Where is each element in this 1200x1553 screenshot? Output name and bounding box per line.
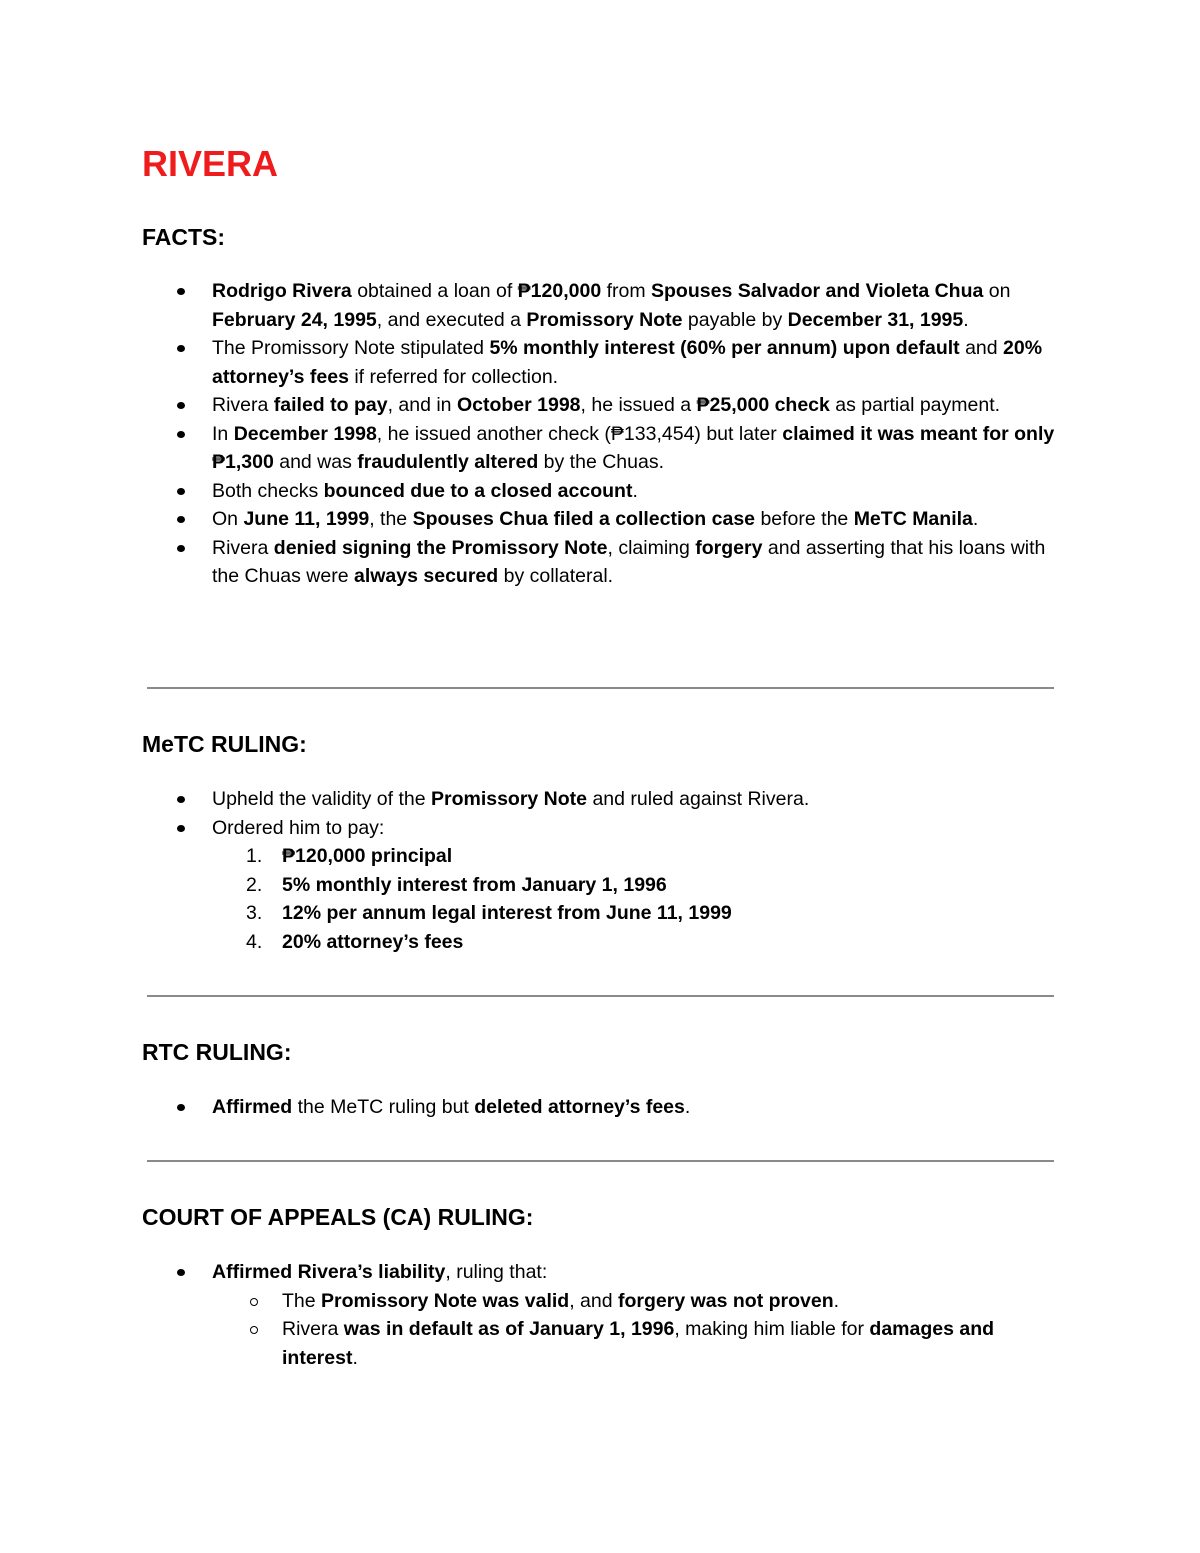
text-run: , and executed a — [376, 308, 527, 331]
bold-text-run: damages and interest — [282, 1318, 995, 1369]
metc-heading: MeTC RULING: — [142, 731, 307, 757]
text-run: , ruling that: — [445, 1261, 548, 1283]
bold-text-run: Promissory Note was valid — [321, 1289, 570, 1312]
list-item — [142, 814, 1062, 957]
facts-heading: FACTS: — [142, 224, 226, 250]
text-run: . — [352, 1346, 358, 1369]
list-item-text — [212, 423, 1054, 474]
text-run: obtained a loan of — [351, 280, 518, 302]
bullet-icon — [177, 825, 185, 832]
facts-list — [142, 277, 1062, 591]
bold-text-run: MeTC Manila — [853, 508, 973, 530]
text-run: . — [833, 1289, 840, 1312]
text-run: Upheld the validity of the — [212, 788, 431, 810]
bold-text-run: 5% monthly interest (60% per annum) upon default — [489, 337, 960, 359]
list-item-text — [212, 788, 809, 810]
rtc-list — [142, 1093, 1062, 1122]
item-number: 4. — [246, 930, 263, 953]
bold-text-run: October 1998 — [456, 394, 581, 416]
text-run: and ruled against Rivera. — [587, 788, 810, 810]
text-run: Both checks — [212, 479, 324, 502]
bold-text-run: Spouses Chua filed a collection case — [412, 508, 756, 530]
bold-text-run: ₱25,000 check — [696, 394, 830, 416]
list-item-text — [212, 537, 1045, 588]
text-run: , and — [569, 1289, 619, 1312]
text-run: Ordered him to pay: — [212, 816, 385, 839]
list-item — [142, 420, 1062, 477]
payment-orders-list — [212, 842, 1062, 956]
bold-text-run: December 1998 — [233, 422, 377, 445]
list-item-text — [212, 1096, 690, 1118]
bold-text-run: forgery — [695, 536, 763, 559]
payment-order-item — [142, 899, 1062, 928]
bold-text-run: forgery was not proven — [618, 1289, 834, 1312]
text-run: before the — [755, 508, 854, 530]
bold-text-run: failed to pay — [273, 394, 388, 416]
bold-text-run: denied signing the Promissory Note — [273, 536, 608, 559]
sub-list-item — [142, 1287, 1062, 1316]
text-run: , he issued another check (₱133,454) but later — [376, 422, 783, 445]
text-run: , the — [369, 508, 413, 530]
section-divider — [147, 687, 1054, 689]
text-run: Rivera — [282, 1318, 344, 1340]
bold-text-run: June 11, 1999 — [243, 508, 370, 530]
list-item — [142, 1093, 1062, 1122]
bullet-icon — [177, 1104, 185, 1111]
payment-order-item — [142, 842, 1062, 871]
bullet-icon — [177, 1269, 185, 1276]
list-item — [142, 477, 1062, 506]
document-title: RIVERA — [142, 143, 279, 184]
bullet-icon — [177, 345, 185, 352]
text-run: by collateral. — [498, 565, 614, 587]
bullet-icon — [177, 431, 185, 438]
text-run: and — [959, 337, 1004, 359]
text-run: by the Chuas. — [538, 451, 664, 473]
bold-text-run: December 31, 1995 — [787, 308, 964, 331]
text-run: . — [963, 308, 969, 331]
bold-text-run: fraudulently altered — [357, 451, 539, 473]
list-item — [142, 391, 1062, 420]
list-item-text — [212, 337, 1042, 388]
bold-text-run: always secured — [354, 565, 499, 587]
list-item-text — [212, 508, 978, 530]
list-item-text — [212, 280, 1010, 331]
hollow-bullet-icon — [250, 1298, 258, 1306]
bold-text-run: Affirmed Rivera’s liability — [212, 1261, 446, 1283]
bold-text-run: Promissory Note — [430, 788, 588, 810]
bold-text-run: Promissory Note — [526, 308, 683, 331]
item-number: 1. — [246, 845, 263, 867]
text-run: , he issued a — [580, 394, 697, 416]
list-item — [142, 505, 1062, 534]
bullet-icon — [177, 488, 185, 495]
text-run: On — [212, 508, 244, 530]
text-run: Rivera — [212, 394, 274, 416]
bold-text-run: was in default as of January 1, 1996 — [343, 1318, 675, 1340]
rtc-heading: RTC RULING: — [142, 1039, 292, 1065]
text-run: , and in — [387, 394, 457, 416]
text-run: the MeTC ruling but — [292, 1096, 475, 1118]
bold-text-run: ₱120,000 — [517, 280, 602, 302]
item-number: 3. — [246, 902, 263, 924]
payment-order-text: 5% monthly interest from January 1, 1996 — [282, 873, 667, 896]
list-item — [142, 785, 1062, 814]
payment-order-text: ₱120,000 principal — [282, 845, 453, 867]
bullet-icon — [177, 796, 185, 803]
section-divider — [147, 995, 1054, 997]
bold-text-run: claimed it was meant for only ₱1,300 — [212, 422, 1055, 473]
bold-text-run: Rodrigo Rivera — [212, 280, 352, 302]
text-run: as partial payment. — [829, 394, 1001, 416]
sub-list-item-text — [282, 1318, 994, 1369]
metc-list — [142, 785, 1062, 956]
ca-list — [142, 1258, 1062, 1372]
text-run: payable by — [682, 308, 788, 331]
text-run: and asserting that his loans with the Chuas were — [212, 536, 1046, 587]
text-run: Rivera — [212, 536, 274, 559]
bold-text-run: deleted attorney’s fees — [474, 1096, 685, 1118]
list-item-text — [212, 1261, 547, 1283]
text-run: . — [632, 479, 638, 502]
payment-order-item — [142, 871, 1062, 900]
text-run: In — [212, 422, 234, 445]
text-run: The Promissory Note stipulated — [212, 337, 490, 359]
bold-text-run: Affirmed — [212, 1096, 293, 1118]
text-run: The — [282, 1289, 322, 1312]
list-item — [142, 277, 1062, 334]
sub-list-item-text — [282, 1290, 839, 1312]
bullet-icon — [177, 402, 185, 409]
ca-sub-list — [212, 1287, 1062, 1373]
list-item-text — [212, 817, 384, 839]
section-divider — [147, 1160, 1054, 1162]
sub-list-item — [142, 1315, 1062, 1372]
payment-order-item — [142, 928, 1062, 957]
bullet-icon — [177, 288, 185, 295]
text-run: , making him liable for — [674, 1318, 870, 1340]
ca-heading: COURT OF APPEALS (CA) RULING: — [142, 1204, 534, 1230]
text-run: and was — [273, 451, 358, 473]
list-item — [142, 534, 1062, 591]
bullet-icon — [177, 516, 185, 523]
text-run: if referred for collection. — [348, 365, 559, 388]
bold-text-run: Spouses Salvador and Violeta Chua — [651, 280, 984, 302]
bold-text-run: bounced due to a closed account — [323, 479, 633, 502]
text-run: . — [972, 508, 979, 530]
text-run: from — [601, 280, 652, 302]
payment-order-text: 20% attorney’s fees — [282, 930, 464, 953]
list-item — [142, 334, 1062, 391]
text-run: . — [684, 1096, 691, 1118]
list-item-text — [212, 394, 1000, 416]
list-item-text — [212, 480, 638, 502]
payment-order-text: 12% per annum legal interest from June 11, 1999 — [282, 902, 732, 924]
hollow-bullet-icon — [250, 1326, 258, 1334]
item-number: 2. — [246, 873, 263, 896]
bold-text-run: February 24, 1995 — [212, 308, 377, 331]
text-run: on — [983, 280, 1011, 302]
text-run: , claiming — [607, 536, 696, 559]
list-item — [142, 1258, 1062, 1372]
bullet-icon — [177, 545, 185, 552]
bold-text-run: 20% attorney’s fees — [212, 337, 1043, 388]
